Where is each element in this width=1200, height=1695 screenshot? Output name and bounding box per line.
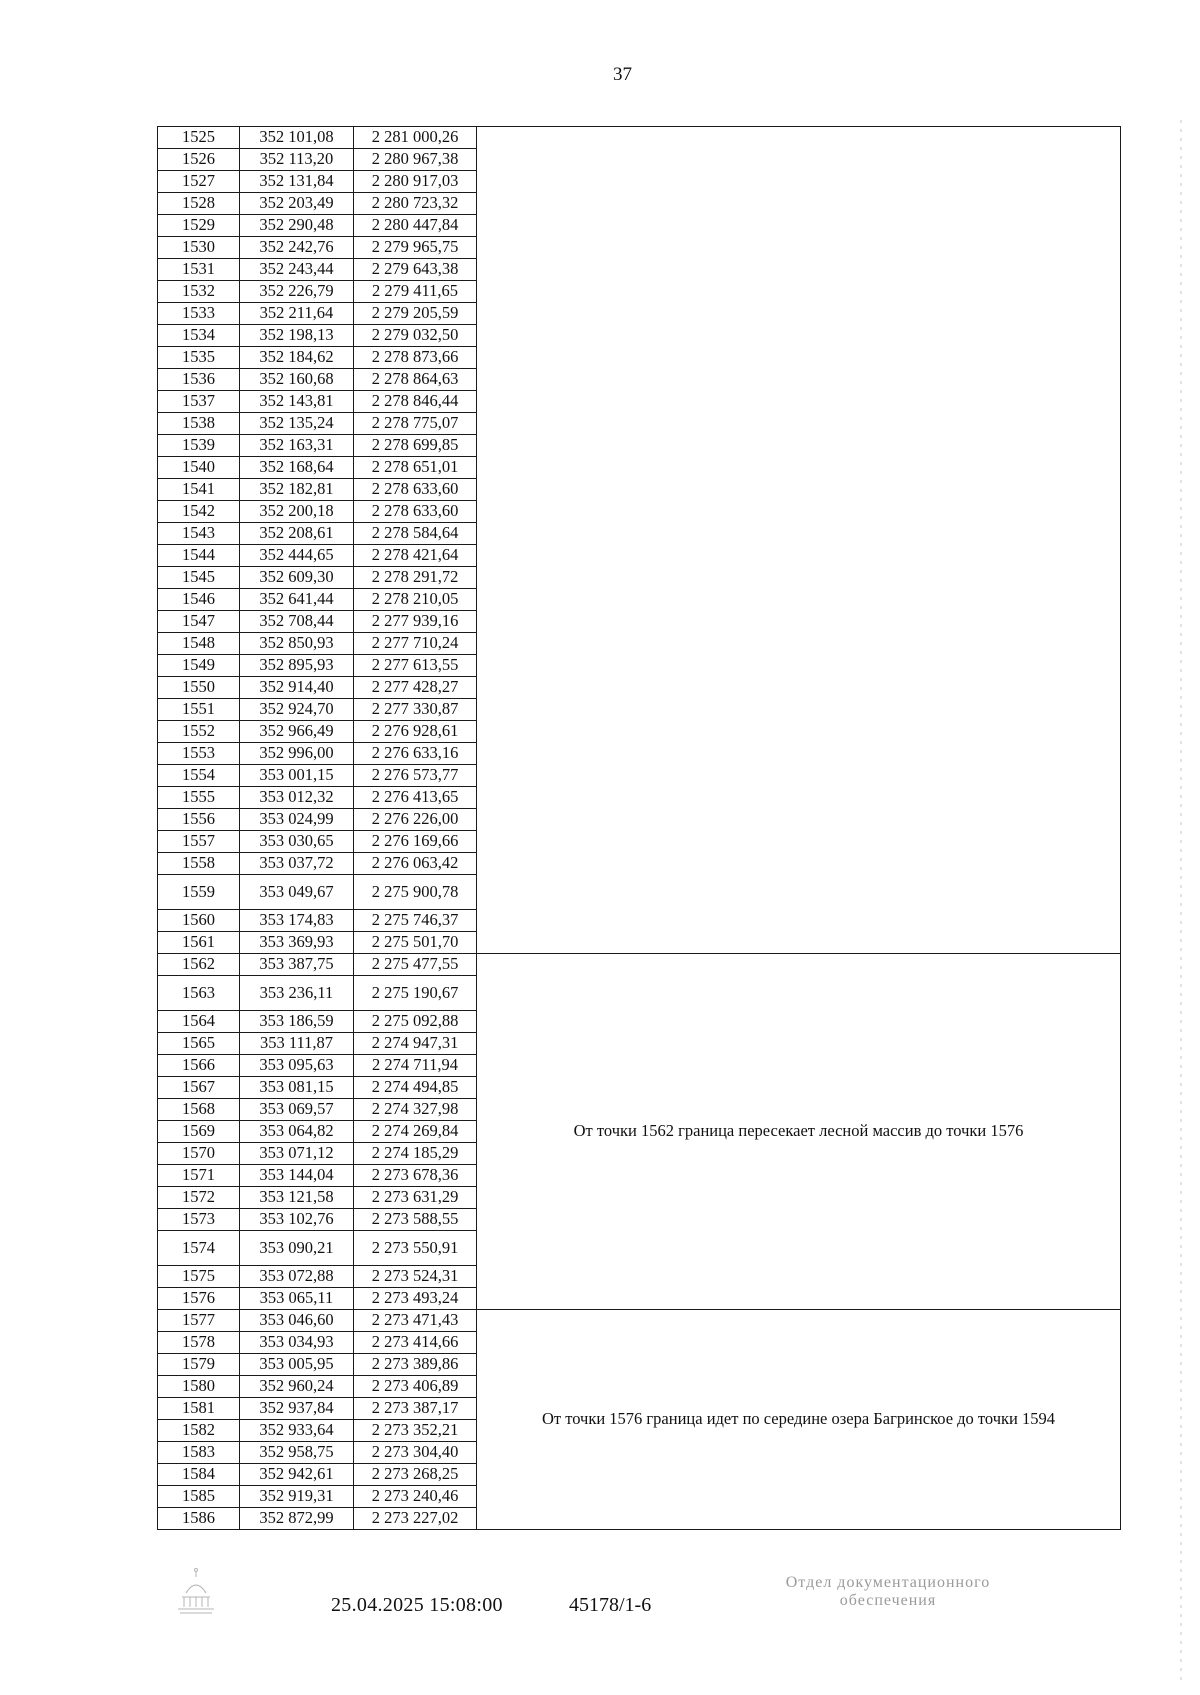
x-coordinate-cell: 352 226,79 [240,281,354,303]
y-coordinate-cell: 2 279 032,50 [354,325,477,347]
y-coordinate-cell: 2 273 493,24 [354,1288,477,1310]
x-coordinate-cell: 352 143,81 [240,391,354,413]
point-number-cell: 1541 [158,479,240,501]
x-coordinate-cell: 353 102,76 [240,1209,354,1231]
x-coordinate-cell: 353 121,58 [240,1187,354,1209]
y-coordinate-cell: 2 278 633,60 [354,501,477,523]
point-number-cell: 1550 [158,677,240,699]
y-coordinate-cell: 2 280 723,32 [354,193,477,215]
point-number-cell: 1560 [158,910,240,932]
y-coordinate-cell: 2 278 846,44 [354,391,477,413]
point-number-cell: 1553 [158,743,240,765]
x-coordinate-cell: 353 236,11 [240,976,354,1011]
x-coordinate-cell: 353 072,88 [240,1266,354,1288]
y-coordinate-cell: 2 273 268,25 [354,1464,477,1486]
point-number-cell: 1563 [158,976,240,1011]
x-coordinate-cell: 352 135,24 [240,413,354,435]
y-coordinate-cell: 2 279 965,75 [354,237,477,259]
x-coordinate-cell: 352 182,81 [240,479,354,501]
y-coordinate-cell: 2 274 947,31 [354,1033,477,1055]
x-coordinate-cell: 353 046,60 [240,1310,354,1332]
y-coordinate-cell: 2 274 327,98 [354,1099,477,1121]
x-coordinate-cell: 353 095,63 [240,1055,354,1077]
point-number-cell: 1566 [158,1055,240,1077]
emblem-stamp-icon [174,1567,218,1619]
x-coordinate-cell: 353 012,32 [240,787,354,809]
y-coordinate-cell: 2 278 864,63 [354,369,477,391]
point-number-cell: 1529 [158,215,240,237]
boundary-description-cell: От точки 1576 граница идет по середине озера Багринское до точки 1594 [477,1310,1121,1530]
x-coordinate-cell: 352 895,93 [240,655,354,677]
x-coordinate-cell: 353 174,83 [240,910,354,932]
x-coordinate-cell: 353 186,59 [240,1011,354,1033]
x-coordinate-cell: 352 942,61 [240,1464,354,1486]
y-coordinate-cell: 2 276 226,00 [354,809,477,831]
y-coordinate-cell: 2 278 775,07 [354,413,477,435]
point-number-cell: 1577 [158,1310,240,1332]
department-stamp [738,1574,1038,1611]
x-coordinate-cell: 352 211,64 [240,303,354,325]
point-number-cell: 1583 [158,1442,240,1464]
y-coordinate-cell: 2 273 588,55 [354,1209,477,1231]
y-coordinate-cell: 2 278 291,72 [354,567,477,589]
x-coordinate-cell: 352 208,61 [240,523,354,545]
point-number-cell: 1569 [158,1121,240,1143]
point-number-cell: 1534 [158,325,240,347]
y-coordinate-cell: 2 273 471,43 [354,1310,477,1332]
point-number-cell: 1558 [158,853,240,875]
y-coordinate-cell: 2 273 387,17 [354,1398,477,1420]
table-row [158,954,1121,976]
y-coordinate-cell: 2 276 928,61 [354,721,477,743]
y-coordinate-cell: 2 273 227,02 [354,1508,477,1530]
point-number-cell: 1539 [158,435,240,457]
point-number-cell: 1538 [158,413,240,435]
point-number-cell: 1546 [158,589,240,611]
x-coordinate-cell: 353 005,95 [240,1354,354,1376]
x-coordinate-cell: 353 034,93 [240,1332,354,1354]
point-number-cell: 1535 [158,347,240,369]
x-coordinate-cell: 352 444,65 [240,545,354,567]
point-number-cell: 1571 [158,1165,240,1187]
x-coordinate-cell: 353 049,67 [240,875,354,910]
point-number-cell: 1581 [158,1398,240,1420]
x-coordinate-cell: 352 101,08 [240,127,354,149]
x-coordinate-cell: 352 933,64 [240,1420,354,1442]
y-coordinate-cell: 2 275 501,70 [354,932,477,954]
x-coordinate-cell: 352 168,64 [240,457,354,479]
y-coordinate-cell: 2 275 477,55 [354,954,477,976]
x-coordinate-cell: 352 872,99 [240,1508,354,1530]
y-coordinate-cell: 2 277 939,16 [354,611,477,633]
x-coordinate-cell: 353 024,99 [240,809,354,831]
y-coordinate-cell: 2 278 633,60 [354,479,477,501]
point-number-cell: 1544 [158,545,240,567]
x-coordinate-cell: 353 369,93 [240,932,354,954]
point-number-cell: 1530 [158,237,240,259]
point-number-cell: 1572 [158,1187,240,1209]
point-number-cell: 1574 [158,1231,240,1266]
y-coordinate-cell: 2 273 414,66 [354,1332,477,1354]
y-coordinate-cell: 2 280 917,03 [354,171,477,193]
x-coordinate-cell: 352 958,75 [240,1442,354,1464]
x-coordinate-cell: 353 030,65 [240,831,354,853]
point-number-cell: 1552 [158,721,240,743]
y-coordinate-cell: 2 279 205,59 [354,303,477,325]
boundary-description-cell: От точки 1562 граница пересекает лесной массив до точки 1576 [477,954,1121,1310]
y-coordinate-cell: 2 273 240,46 [354,1486,477,1508]
x-coordinate-cell: 352 924,70 [240,699,354,721]
point-number-cell: 1575 [158,1266,240,1288]
y-coordinate-cell: 2 281 000,26 [354,127,477,149]
y-coordinate-cell: 2 273 678,36 [354,1165,477,1187]
x-coordinate-cell: 352 914,40 [240,677,354,699]
x-coordinate-cell: 353 069,57 [240,1099,354,1121]
point-number-cell: 1547 [158,611,240,633]
x-coordinate-cell: 352 708,44 [240,611,354,633]
point-number-cell: 1540 [158,457,240,479]
y-coordinate-cell: 2 278 421,64 [354,545,477,567]
x-coordinate-cell: 352 200,18 [240,501,354,523]
empty-description-cell [477,127,1121,954]
y-coordinate-cell: 2 277 428,27 [354,677,477,699]
x-coordinate-cell: 352 131,84 [240,171,354,193]
point-number-cell: 1536 [158,369,240,391]
x-coordinate-cell: 353 065,11 [240,1288,354,1310]
y-coordinate-cell: 2 274 269,84 [354,1121,477,1143]
point-number-cell: 1549 [158,655,240,677]
y-coordinate-cell: 2 276 573,77 [354,765,477,787]
scan-edge-artifact [1180,120,1182,1680]
x-coordinate-cell: 352 198,13 [240,325,354,347]
y-coordinate-cell: 2 278 584,64 [354,523,477,545]
page-number: 37 [613,64,632,85]
footer-datetime: 25.04.2025 15:08:00 [331,1594,503,1616]
y-coordinate-cell: 2 279 411,65 [354,281,477,303]
point-number-cell: 1528 [158,193,240,215]
y-coordinate-cell: 2 274 185,29 [354,1143,477,1165]
point-number-cell: 1551 [158,699,240,721]
point-number-cell: 1557 [158,831,240,853]
point-number-cell: 1570 [158,1143,240,1165]
stamp-line-1: Отдел документационного [785,1574,991,1591]
y-coordinate-cell: 2 279 643,38 [354,259,477,281]
x-coordinate-cell: 353 037,72 [240,853,354,875]
x-coordinate-cell: 353 111,87 [240,1033,354,1055]
x-coordinate-cell: 352 163,31 [240,435,354,457]
y-coordinate-cell: 2 273 550,91 [354,1231,477,1266]
y-coordinate-cell: 2 273 406,89 [354,1376,477,1398]
point-number-cell: 1582 [158,1420,240,1442]
point-number-cell: 1578 [158,1332,240,1354]
y-coordinate-cell: 2 273 389,86 [354,1354,477,1376]
x-coordinate-cell: 352 203,49 [240,193,354,215]
point-number-cell: 1555 [158,787,240,809]
point-number-cell: 1548 [158,633,240,655]
table-row [158,127,1121,149]
x-coordinate-cell: 352 937,84 [240,1398,354,1420]
y-coordinate-cell: 2 274 494,85 [354,1077,477,1099]
y-coordinate-cell: 2 273 352,21 [354,1420,477,1442]
y-coordinate-cell: 2 273 631,29 [354,1187,477,1209]
y-coordinate-cell: 2 276 169,66 [354,831,477,853]
y-coordinate-cell: 2 278 699,85 [354,435,477,457]
point-number-cell: 1531 [158,259,240,281]
point-number-cell: 1532 [158,281,240,303]
y-coordinate-cell: 2 273 524,31 [354,1266,477,1288]
point-number-cell: 1545 [158,567,240,589]
x-coordinate-cell: 352 960,24 [240,1376,354,1398]
point-number-cell: 1586 [158,1508,240,1530]
x-coordinate-cell: 352 243,44 [240,259,354,281]
x-coordinate-cell: 352 850,93 [240,633,354,655]
point-number-cell: 1561 [158,932,240,954]
point-number-cell: 1537 [158,391,240,413]
x-coordinate-cell: 353 001,15 [240,765,354,787]
point-number-cell: 1576 [158,1288,240,1310]
x-coordinate-cell: 352 609,30 [240,567,354,589]
y-coordinate-cell: 2 275 900,78 [354,875,477,910]
point-number-cell: 1585 [158,1486,240,1508]
x-coordinate-cell: 352 966,49 [240,721,354,743]
point-number-cell: 1554 [158,765,240,787]
x-coordinate-cell: 352 290,48 [240,215,354,237]
point-number-cell: 1573 [158,1209,240,1231]
y-coordinate-cell: 2 280 967,38 [354,149,477,171]
y-coordinate-cell: 2 278 873,66 [354,347,477,369]
x-coordinate-cell: 352 113,20 [240,149,354,171]
y-coordinate-cell: 2 273 304,40 [354,1442,477,1464]
x-coordinate-cell: 352 160,68 [240,369,354,391]
y-coordinate-cell: 2 275 190,67 [354,976,477,1011]
point-number-cell: 1559 [158,875,240,910]
y-coordinate-cell: 2 274 711,94 [354,1055,477,1077]
point-number-cell: 1542 [158,501,240,523]
x-coordinate-cell: 353 071,12 [240,1143,354,1165]
y-coordinate-cell: 2 277 330,87 [354,699,477,721]
footer-document-number: 45178/1-6 [569,1594,652,1616]
point-number-cell: 1527 [158,171,240,193]
x-coordinate-cell: 352 184,62 [240,347,354,369]
y-coordinate-cell: 2 277 710,24 [354,633,477,655]
point-number-cell: 1526 [158,149,240,171]
point-number-cell: 1567 [158,1077,240,1099]
point-number-cell: 1562 [158,954,240,976]
point-number-cell: 1580 [158,1376,240,1398]
y-coordinate-cell: 2 276 633,16 [354,743,477,765]
x-coordinate-cell: 353 387,75 [240,954,354,976]
y-coordinate-cell: 2 276 413,65 [354,787,477,809]
x-coordinate-cell: 353 144,04 [240,1165,354,1187]
point-number-cell: 1579 [158,1354,240,1376]
x-coordinate-cell: 353 081,15 [240,1077,354,1099]
y-coordinate-cell: 2 276 063,42 [354,853,477,875]
x-coordinate-cell: 353 090,21 [240,1231,354,1266]
x-coordinate-cell: 352 919,31 [240,1486,354,1508]
coordinates-table [157,126,1121,1530]
point-number-cell: 1556 [158,809,240,831]
point-number-cell: 1533 [158,303,240,325]
y-coordinate-cell: 2 278 210,05 [354,589,477,611]
x-coordinate-cell: 353 064,82 [240,1121,354,1143]
y-coordinate-cell: 2 275 746,37 [354,910,477,932]
stamp-line-2: обеспечения [839,1592,937,1610]
point-number-cell: 1584 [158,1464,240,1486]
x-coordinate-cell: 352 641,44 [240,589,354,611]
table-row [158,1310,1121,1332]
y-coordinate-cell: 2 275 092,88 [354,1011,477,1033]
coordinates-table-body [158,127,1121,1530]
point-number-cell: 1564 [158,1011,240,1033]
point-number-cell: 1568 [158,1099,240,1121]
point-number-cell: 1565 [158,1033,240,1055]
x-coordinate-cell: 352 242,76 [240,237,354,259]
y-coordinate-cell: 2 278 651,01 [354,457,477,479]
point-number-cell: 1543 [158,523,240,545]
y-coordinate-cell: 2 280 447,84 [354,215,477,237]
x-coordinate-cell: 352 996,00 [240,743,354,765]
point-number-cell: 1525 [158,127,240,149]
y-coordinate-cell: 2 277 613,55 [354,655,477,677]
